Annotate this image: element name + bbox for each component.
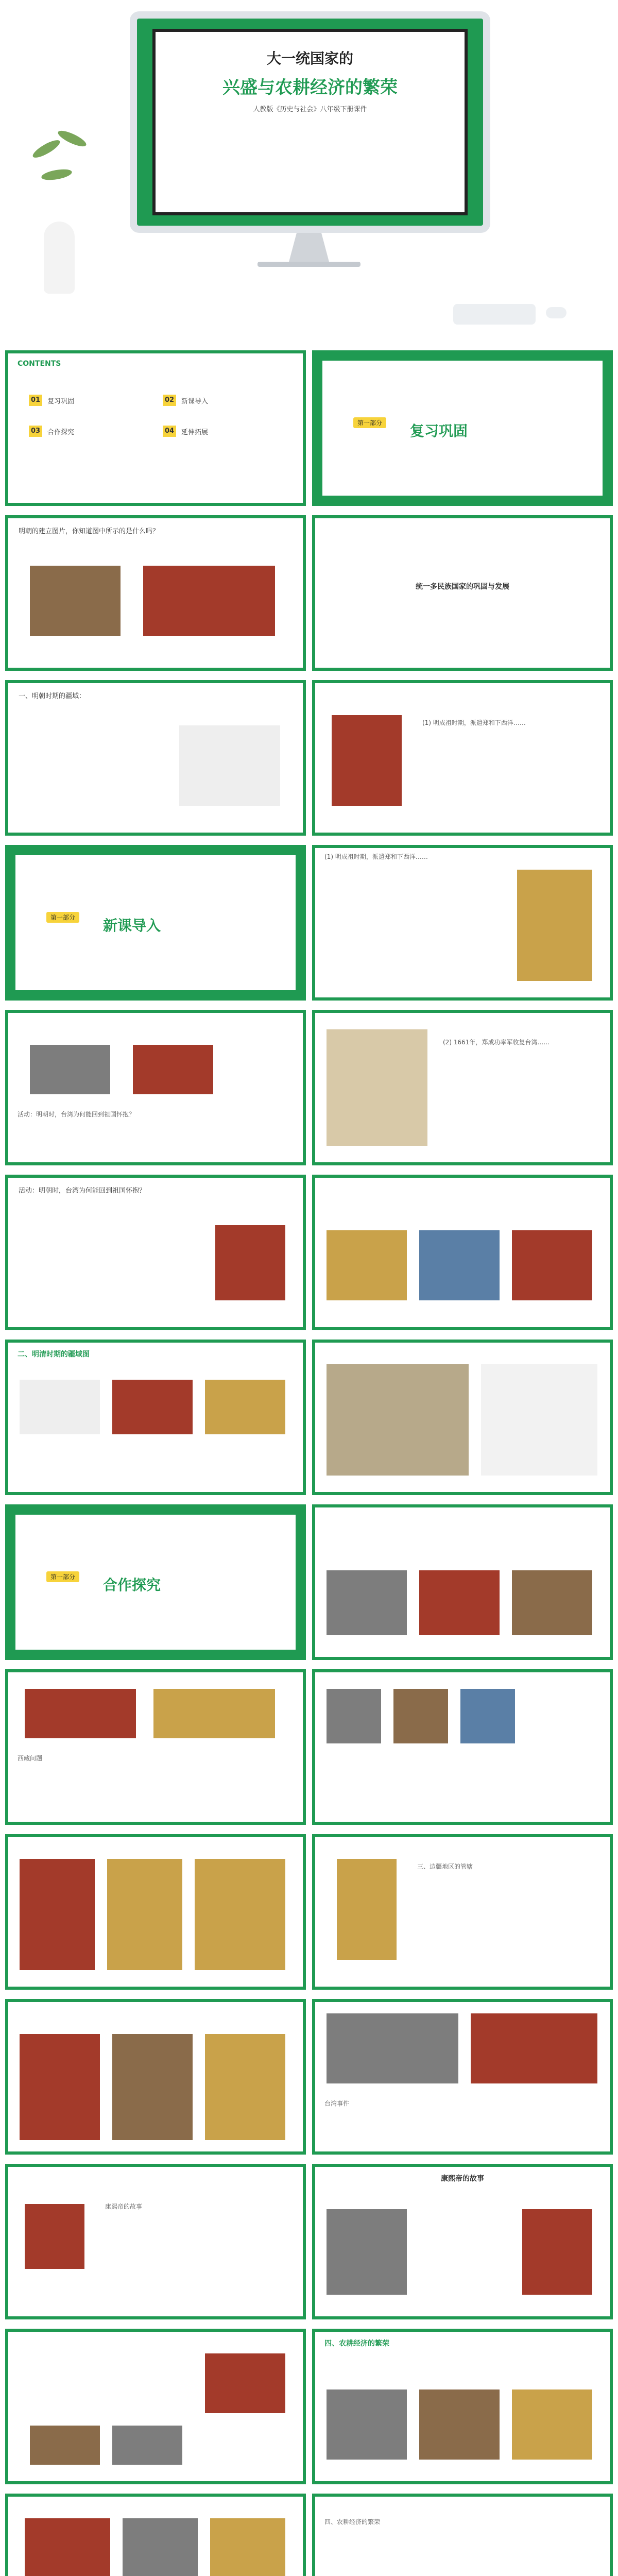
- photo: [19, 2033, 101, 2141]
- artifact-image: [336, 1858, 398, 1961]
- content-slide: [5, 680, 306, 836]
- toc-num: 03: [29, 426, 42, 437]
- slide-text: (1) 明成祖时期，派遣郑和下西洋……: [422, 719, 526, 726]
- toc-item[interactable]: [163, 426, 208, 437]
- photo: [132, 1044, 214, 1095]
- toc-num: 02: [163, 395, 176, 406]
- photo: [325, 1569, 408, 1636]
- section-title: 合作探究: [103, 1577, 161, 1594]
- content-slide: [312, 2329, 613, 2484]
- section-title: 复习巩固: [410, 422, 468, 439]
- part-badge: 第一部分: [46, 912, 79, 923]
- portrait-image: [214, 1224, 286, 1301]
- monitor-base: [258, 262, 360, 267]
- slide-text: 活动：明朝时，台湾为何能回到祖国怀抱？: [18, 1111, 135, 1118]
- slide-inner: [322, 361, 603, 496]
- photo: [204, 1379, 286, 1435]
- hero-title-line2: 兴盛与农耕经济的繁荣: [222, 77, 398, 98]
- leaf-shape: [31, 137, 62, 161]
- hero-section: [0, 0, 618, 345]
- content-slide: [5, 1175, 306, 1330]
- map-image: [19, 1379, 101, 1435]
- slide-text: 一、明朝时期的疆域：: [19, 692, 86, 700]
- part-badge: 第一部分: [46, 1571, 79, 1582]
- section-slide-intro: [5, 845, 306, 1001]
- toc-label: 延伸拓展: [181, 428, 209, 436]
- slide-text: 明朝的建立图片，你知道图中所示的是什么吗？: [19, 528, 160, 535]
- cover-card: [152, 29, 468, 215]
- content-slide: [312, 2494, 613, 2576]
- statue-image: [325, 1028, 428, 1147]
- monitor-screen: [137, 19, 483, 226]
- photo: [511, 1569, 593, 1636]
- part-badge: 第一部分: [353, 417, 386, 428]
- photo: [111, 2033, 194, 2141]
- toc-heading: CONTENTS: [18, 360, 61, 368]
- photo: [470, 2012, 598, 2084]
- toc-num: 04: [163, 426, 176, 437]
- map-image: [178, 724, 281, 807]
- photo: [122, 2517, 199, 2576]
- photo: [459, 1688, 516, 1744]
- content-slide: [5, 1669, 306, 1825]
- content-slide: [5, 1999, 306, 2155]
- slide-heading: 四、农耕经济的繁荣: [324, 2340, 389, 2348]
- photo: [24, 2203, 85, 2270]
- content-slide: [5, 2164, 306, 2319]
- slide-heading: 康熙帝的故事: [441, 2175, 484, 2183]
- statue-image: [516, 869, 593, 982]
- content-slide: [312, 1340, 613, 1495]
- slide-text: 台湾事件: [324, 2100, 350, 2107]
- photo: [204, 2352, 286, 2414]
- slide-text: 活动：明朝时，台湾为何能回到祖国怀抱？: [19, 1187, 146, 1195]
- photo: [418, 1569, 501, 1636]
- mouse-illustration: [546, 307, 566, 318]
- photo: [111, 2425, 183, 2466]
- painting-image: [418, 1229, 501, 1301]
- photo: [24, 2517, 111, 2576]
- content-slide: [5, 2494, 306, 2576]
- photo: [325, 2012, 459, 2084]
- painting-image: [511, 1229, 593, 1301]
- photo: [204, 2033, 286, 2141]
- toc-item[interactable]: [163, 395, 208, 406]
- hero-title-line1: 大一统国家的: [266, 50, 353, 67]
- plant-illustration: [21, 124, 98, 294]
- slide-text: (1) 明成祖时期，派遣郑和下西洋……: [324, 853, 428, 860]
- section-slide-explore: [5, 1504, 306, 1660]
- content-slide: [312, 845, 613, 1001]
- toc-slide: [5, 350, 306, 506]
- slide-inner: [15, 1515, 296, 1650]
- content-slide: [312, 515, 613, 671]
- toc-label: 新课导入: [181, 397, 209, 405]
- toc-label: 合作探究: [47, 428, 75, 436]
- leaf-shape: [56, 128, 88, 149]
- content-slide: [5, 1340, 306, 1495]
- photo: [194, 1858, 286, 1971]
- slide-text: 三、边疆地区的管辖: [417, 1863, 473, 1870]
- photo: [511, 2388, 593, 2461]
- portrait-image: [331, 714, 403, 807]
- content-slide: [312, 1999, 613, 2155]
- slide-text: 康熙帝的故事: [105, 2203, 143, 2210]
- photo: [24, 1688, 137, 1739]
- slide-text: 西藏问题: [18, 1755, 43, 1762]
- slide-text: 四、农耕经济的繁荣: [324, 2518, 381, 2526]
- toc-num: 01: [29, 395, 42, 406]
- map-image: [480, 1363, 598, 1477]
- content-slide: [312, 1834, 613, 1990]
- content-slide: [312, 1504, 613, 1660]
- photo: [209, 2517, 286, 2576]
- slide-heading: 二、明清时期的疆域图: [18, 1350, 90, 1359]
- photo: [325, 1688, 382, 1744]
- monitor-frame: [130, 11, 490, 233]
- content-slide: [312, 1669, 613, 1825]
- content-slide: [312, 1175, 613, 1330]
- toc-item[interactable]: [29, 395, 74, 406]
- photo: [325, 2208, 408, 2296]
- map-image: [325, 1363, 470, 1477]
- toc-item[interactable]: [29, 426, 74, 437]
- content-slide: [312, 680, 613, 836]
- photo: [19, 1858, 96, 1971]
- hero-subtitle: 人教版《历史与社会》八年级下册课件: [253, 106, 367, 113]
- photo: [521, 2208, 593, 2296]
- section-slide-review: [312, 350, 613, 506]
- slide-text: (2) 1661年，郑成功率军收复台湾……: [443, 1039, 550, 1046]
- photo: [418, 2388, 501, 2461]
- vase-shape: [44, 222, 75, 294]
- content-slide: [312, 1010, 613, 1165]
- photo: [111, 1379, 194, 1435]
- photo: [29, 1044, 111, 1095]
- content-slide: [5, 2329, 306, 2484]
- keyboard-illustration: [453, 304, 536, 325]
- photo: [392, 1688, 449, 1744]
- monitor-stand: [288, 233, 330, 264]
- leaf-shape: [41, 167, 73, 182]
- photo: [325, 2388, 408, 2461]
- slide-inner: [15, 855, 296, 990]
- photo: [152, 1688, 276, 1739]
- content-slide: [312, 2164, 613, 2319]
- painting-image: [325, 1229, 408, 1301]
- slide-heading: 统一多民族国家的巩固与发展: [416, 583, 509, 591]
- content-slide: [5, 515, 306, 671]
- section-title: 新课导入: [103, 917, 161, 934]
- photo: [29, 565, 122, 637]
- photo: [29, 2425, 101, 2466]
- photo: [106, 1858, 183, 1971]
- content-slide: [5, 1834, 306, 1990]
- photo: [142, 565, 276, 637]
- content-slide: [5, 1010, 306, 1165]
- toc-label: 复习巩固: [47, 397, 75, 405]
